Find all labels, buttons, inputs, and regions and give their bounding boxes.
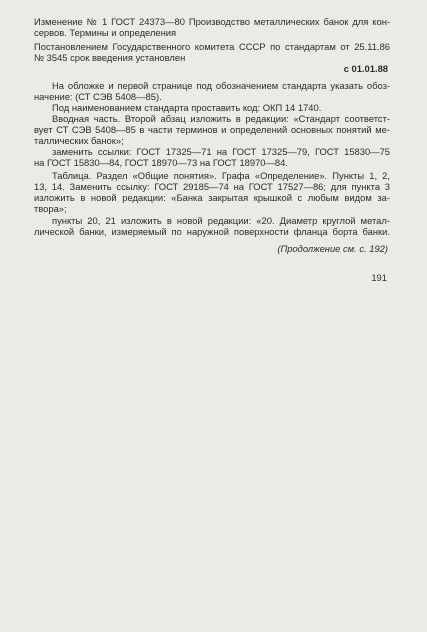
header-line-2: сервов. Термины и определения [34, 27, 177, 38]
paragraph-6-line-2: лической банки, измеряемый по наружной поверхности фланца борта банки. [34, 226, 390, 237]
header-line-1: Изменение № 1 ГОСТ 24373—80 Производство металлических банок для кон- [34, 16, 390, 27]
effective-date: с 01.01.88 [343, 63, 388, 74]
paragraph-1-line-2: начение: (СТ СЭВ 5408—85). [34, 91, 162, 102]
header-line-3: Постановлением Государственного комитета СССР по стандартам от 25.11.86 [34, 41, 390, 52]
paragraph-5-line-3: изложить в новой редакции: «Банка закрытая крышкой с любым видом за- [34, 192, 390, 203]
paragraph-5-line-4: твора»; [34, 203, 67, 214]
paragraph-3-line-3: таллических банок»; [34, 135, 124, 146]
paragraph-1-line-1: На обложке и первой странице под обозначением стандарта указать обоз- [52, 80, 390, 91]
header-line-4: № 3545 срок введения установлен [34, 52, 186, 63]
paragraph-4-line-2: на ГОСТ 15830—84, ГОСТ 18970—73 на ГОСТ 18970—84. [34, 157, 288, 168]
paragraph-5-line-1: Таблица. Раздел «Общие понятия». Графа «Определение». Пункты 1, 2, [52, 170, 390, 181]
paragraph-3-line-2: вует СТ СЭВ 5408—85 в части терминов и определений основных понятий ме- [34, 124, 390, 135]
page-number: 191 [371, 272, 387, 283]
paragraph-4-line-1: заменить ссылки: ГОСТ 17325—71 на ГОСТ 17325—79, ГОСТ 15830—75 [52, 146, 390, 157]
paragraph-6-line-1: пункты 20, 21 изложить в новой редакции: «20. Диаметр круглой метал- [52, 215, 390, 226]
paragraph-3-line-1: Вводная часть. Второй абзац изложить в редакции: «Стандарт соответст- [52, 113, 390, 124]
paragraph-2-line-1: Под наименованием стандарта проставить код: ОКП 14 1740. [52, 102, 322, 113]
continued-note: (Продолжение см. с. 192) [277, 243, 388, 254]
paragraph-5-line-2: 13, 14. Заменить ссылку: ГОСТ 29185—74 на ГОСТ 17527—86; для пункта 3 [34, 181, 390, 192]
